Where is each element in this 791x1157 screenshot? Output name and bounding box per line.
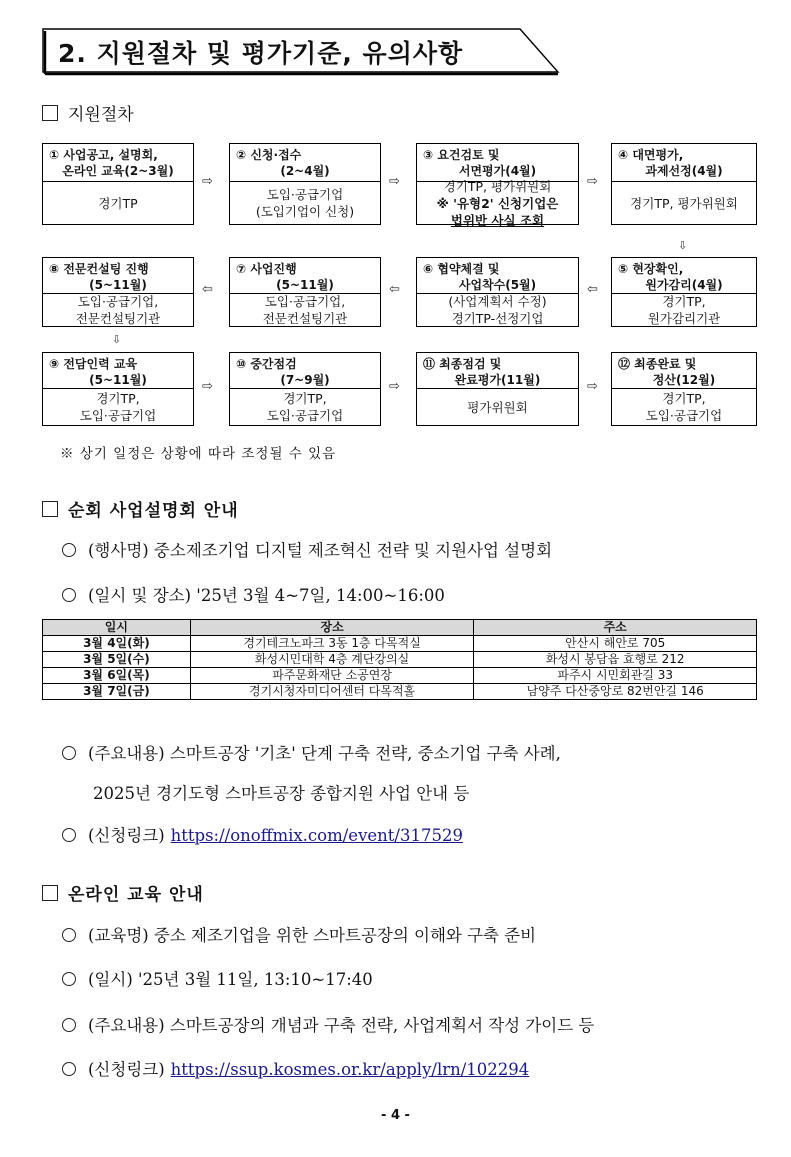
bullet-text: (주요내용) 스마트공장 '기초' 단계 구축 전략, 중소기업 구축 사례, bbox=[88, 744, 561, 763]
flow-step-review bbox=[416, 143, 579, 228]
arrow-right-icon: ⇨ bbox=[587, 379, 598, 394]
table-cell-address: 남양주 다산중앙로 82번안길 146 bbox=[474, 684, 757, 700]
flow-step-period: 원가감리(4월) bbox=[645, 278, 723, 292]
flow-step-interview bbox=[611, 143, 757, 225]
flow-step-title: ⑪ 최종점검 및 bbox=[423, 357, 502, 371]
bullet-text: (교육명) 중소 제조기업을 위한 스마트공장의 이해와 구축 준비 bbox=[88, 926, 537, 945]
arrow-left-icon: ⇦ bbox=[587, 282, 598, 297]
table-cell-date: 3월 4일(화) bbox=[43, 636, 191, 652]
flow-step-title: ⑧ 전문컨설팅 진행 bbox=[49, 262, 149, 276]
flow-step-body-line: 도입·공급기업 bbox=[79, 408, 157, 423]
flow-step-body-line: 전문컨설팅기관 bbox=[262, 311, 348, 326]
flow-step-title: ⑥ 협약체결 및 bbox=[423, 262, 500, 276]
flow-step-body-line: 경기TP, bbox=[283, 391, 327, 406]
circle-bullet-icon bbox=[62, 543, 76, 557]
flow-step-body-line: 경기TP-선정기업 bbox=[451, 311, 544, 326]
flow-step-period: (7~9월) bbox=[280, 373, 330, 387]
flow-step-body-line: 경기TP, bbox=[662, 294, 706, 309]
flow-step-title: ⑦ 사업진행 bbox=[236, 262, 297, 276]
flow-step-title: ⑩ 중간점검 bbox=[236, 357, 297, 371]
flow-step-apply bbox=[229, 143, 381, 225]
schedule-note: ※ 상기 일정은 상황에 따라 조정될 수 있음 bbox=[60, 446, 337, 462]
flow-step-period: 완료평가(11월) bbox=[454, 373, 541, 387]
circle-bullet-icon bbox=[62, 928, 76, 942]
bullet-text: (신청링크) bbox=[88, 826, 165, 845]
flow-step-period: (5~11월) bbox=[89, 373, 147, 387]
flow-step-period: (5~11월) bbox=[89, 278, 147, 292]
flow-step-body-line: 경기TP, bbox=[662, 391, 706, 406]
bullet-course-content bbox=[62, 1012, 594, 1036]
flow-step-body-line: 도입·공급기업, bbox=[264, 294, 346, 309]
arrow-down-icon: ⇩ bbox=[678, 239, 688, 252]
circle-bullet-icon bbox=[62, 746, 76, 760]
bullet-text: (신청링크) bbox=[88, 1060, 165, 1079]
flow-step-settlement bbox=[611, 352, 757, 426]
education-apply-link[interactable]: https://ssup.kosmes.or.kr/apply/lrn/102294 bbox=[170, 1060, 530, 1079]
arrow-right-icon: ⇨ bbox=[587, 174, 598, 189]
table-cell-address: 파주시 시민회관길 33 bbox=[474, 668, 757, 684]
table-header: 일시 bbox=[43, 620, 191, 636]
checkbox-square-icon bbox=[42, 501, 58, 517]
flow-step-training bbox=[42, 352, 194, 426]
section-heading-online-education bbox=[42, 880, 204, 905]
bullet-text: (일시) '25년 3월 11일, 13:10~17:40 bbox=[88, 970, 373, 989]
flow-step-site-check bbox=[611, 257, 757, 327]
bullet-course-link bbox=[62, 1056, 529, 1080]
briefing-schedule-table bbox=[42, 619, 757, 700]
flow-step-body-line: 도입·공급기업, bbox=[77, 294, 159, 309]
flow-step-body-line: 도입·공급기업 bbox=[645, 408, 723, 423]
flow-step-body-line: (도입기업이 신청) bbox=[255, 204, 355, 219]
flow-step-period: (2~4월) bbox=[280, 164, 330, 178]
flow-step-body-line: 경기TP bbox=[98, 195, 138, 211]
section-heading-text: 순회 사업설명회 안내 bbox=[68, 501, 239, 521]
briefing-apply-link[interactable]: https://onoffmix.com/event/317529 bbox=[170, 826, 463, 845]
title-banner bbox=[42, 28, 558, 74]
flow-step-body-line: 경기TP, bbox=[96, 391, 140, 406]
arrow-right-icon: ⇨ bbox=[202, 379, 213, 394]
bullet-text: (행사명) 중소제조기업 디지털 제조혁신 전략 및 지원사업 설명회 bbox=[88, 541, 553, 560]
flow-step-body-line: ※ '유형2' 신청기업은 bbox=[436, 195, 559, 211]
table-row bbox=[43, 636, 757, 652]
flow-step-title: ⑤ 현장확인, bbox=[618, 262, 684, 276]
flow-step-title: ② 신청·접수 bbox=[236, 148, 302, 162]
flow-step-title: ⑫ 최종완료 및 bbox=[618, 357, 697, 371]
flow-step-period: 사업착수(5월) bbox=[458, 278, 537, 292]
bullet-course-datetime bbox=[62, 966, 373, 990]
bullet-text: (일시 및 장소) '25년 3월 4~7일, 14:00~16:00 bbox=[88, 586, 445, 605]
flow-step-body-line: 원가감리기관 bbox=[647, 311, 721, 326]
table-cell-date: 3월 6일(목) bbox=[43, 668, 191, 684]
circle-bullet-icon bbox=[62, 1018, 76, 1032]
flow-step-body-line: 법위반 사실 조회 bbox=[450, 212, 545, 228]
flow-step-title: ① 사업공고, 설명회, bbox=[49, 148, 158, 162]
table-header-row bbox=[43, 620, 757, 636]
arrow-right-icon: ⇨ bbox=[389, 379, 400, 394]
table-row bbox=[43, 668, 757, 684]
flow-step-agreement bbox=[416, 257, 579, 327]
flow-step-body-line: 경기TP, 평가위원회 bbox=[630, 195, 738, 211]
table-cell-date: 3월 5일(수) bbox=[43, 652, 191, 668]
flow-step-final-review bbox=[416, 352, 579, 426]
flow-step-body-line: 도입·공급기업 bbox=[266, 408, 344, 423]
bullet-apply-link bbox=[62, 822, 463, 846]
arrow-right-icon: ⇨ bbox=[389, 174, 400, 189]
flow-step-announce bbox=[42, 143, 194, 225]
flow-step-body-line: 도입·공급기업 bbox=[266, 187, 344, 202]
bullet-text: (주요내용) 스마트공장의 개념과 구축 전략, 사업계획서 작성 가이드 등 bbox=[88, 1016, 595, 1035]
table-cell-venue: 파주문화재단 소공연장 bbox=[190, 668, 474, 684]
bullet-course-name bbox=[62, 922, 536, 946]
flow-step-title: ③ 요건검토 및 bbox=[423, 148, 500, 162]
flow-step-midterm bbox=[229, 352, 381, 426]
checkbox-square-icon bbox=[42, 105, 58, 121]
flow-step-period: (5~11월) bbox=[276, 278, 334, 292]
table-row bbox=[43, 684, 757, 700]
arrow-left-icon: ⇦ bbox=[202, 282, 213, 297]
flow-step-body-line: 전문컨설팅기관 bbox=[75, 311, 161, 326]
section-heading-briefing bbox=[42, 496, 239, 521]
arrow-left-icon: ⇦ bbox=[389, 282, 400, 297]
section-heading-text: 지원절차 bbox=[68, 105, 134, 125]
flow-step-period: 과제선정(4월) bbox=[645, 164, 723, 178]
bullet-main-content bbox=[62, 740, 561, 764]
page-title: 2. 지원절차 및 평가기준, 유의사항 bbox=[58, 39, 464, 68]
table-header: 장소 bbox=[190, 620, 474, 636]
flow-step-body-line: 평가위원회 bbox=[467, 399, 528, 415]
flow-step-body-line: (사업계획서 수정) bbox=[448, 294, 547, 309]
flow-step-title: ④ 대면평가, bbox=[618, 148, 684, 162]
bullet-event-datetime bbox=[62, 582, 445, 606]
arrow-right-icon: ⇨ bbox=[202, 174, 213, 189]
page-number: - 4 - bbox=[381, 1108, 410, 1123]
circle-bullet-icon bbox=[62, 972, 76, 986]
table-cell-address: 안산시 해안로 705 bbox=[474, 636, 757, 652]
section-heading-text: 온라인 교육 안내 bbox=[68, 885, 204, 905]
bullet-continuation: 2025년 경기도형 스마트공장 종합지원 사업 안내 등 bbox=[93, 784, 470, 803]
arrow-down-icon: ⇩ bbox=[112, 333, 122, 346]
bullet-event-name bbox=[62, 537, 552, 561]
flow-step-body-line: 경기TP, 평가위원회 bbox=[443, 178, 552, 194]
circle-bullet-icon bbox=[62, 828, 76, 842]
flow-step-progress bbox=[229, 257, 381, 327]
table-cell-venue: 경기테크노파크 3동 1층 다목적실 bbox=[190, 636, 474, 652]
flow-step-period: 온라인 교육(2~3월) bbox=[62, 164, 174, 178]
table-cell-date: 3월 7일(금) bbox=[43, 684, 191, 700]
flow-step-consulting bbox=[42, 257, 194, 327]
table-cell-venue: 경기시청자미디어센터 다목적홀 bbox=[190, 684, 474, 700]
table-row bbox=[43, 652, 757, 668]
table-cell-address: 화성시 봉담읍 효행로 212 bbox=[474, 652, 757, 668]
flow-step-period: 서면평가(4월) bbox=[458, 164, 537, 178]
checkbox-square-icon bbox=[42, 885, 58, 901]
section-heading-procedure bbox=[42, 100, 134, 125]
flow-step-period: 정산(12월) bbox=[652, 373, 716, 387]
table-header: 주소 bbox=[474, 620, 757, 636]
table-cell-venue: 화성시민대학 4층 계단강의실 bbox=[190, 652, 474, 668]
circle-bullet-icon bbox=[62, 588, 76, 602]
circle-bullet-icon bbox=[62, 1062, 76, 1076]
flow-step-title: ⑨ 전담인력 교육 bbox=[49, 357, 138, 371]
